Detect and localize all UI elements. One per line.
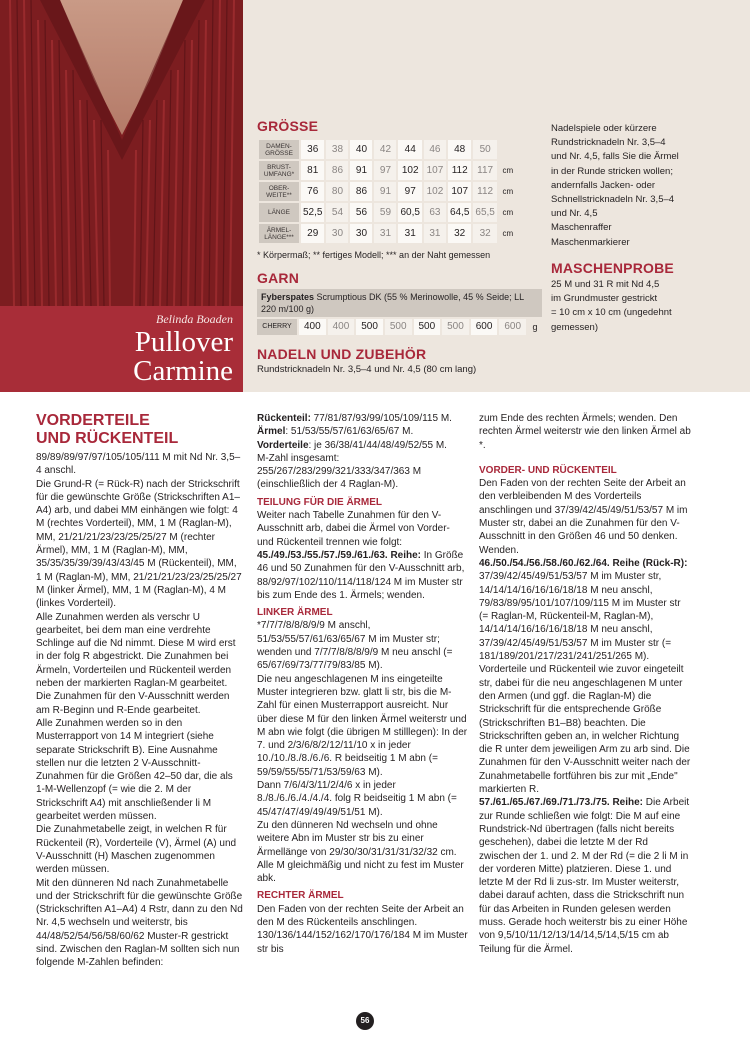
accessory-line: Nadelspiele oder kürzere: [551, 123, 657, 134]
paragraph: [257, 549, 469, 602]
size-cell: 112: [448, 161, 471, 180]
knit-texture-image: [0, 0, 243, 306]
size-cell: 30: [350, 224, 372, 243]
yarn-brand: Fyberspates: [261, 292, 315, 302]
size-cell: 29: [301, 224, 324, 243]
size-cell: 91: [374, 182, 396, 201]
size-cell: 40: [350, 140, 372, 159]
accessory-line: Schnellstricknadeln Nr. 3,5–4: [551, 194, 675, 206]
size-cell: 97: [398, 182, 421, 201]
accessory-line: und Nr. 4,5: [551, 208, 598, 220]
gauge-heading: MASCHENPROBE: [551, 260, 674, 276]
yarn-quantity-cell: 500: [442, 319, 469, 335]
yarn-quantity-row: [257, 319, 542, 335]
size-cell: 63: [424, 203, 446, 222]
designer-name: Belinda Boaden: [156, 312, 233, 326]
size-cell: 86: [350, 182, 372, 201]
size-cell: 54: [326, 203, 348, 222]
yarn-color-label: CHERRY: [257, 319, 297, 335]
size-unit: cm: [502, 229, 514, 238]
size-cell: 60,5: [398, 203, 421, 222]
yarn-quantity-cell: 500: [414, 319, 441, 335]
paragraph: Den Faden von der rechten Seite der Arbeit an den verbleibenden M des Vorderteils anschlingen und 37/39/42/45/49/51/53/57 M im Muster str, dabei an die Zunahmen für den V-Ausschnitt in den Größen 46 und 50 denken. Wenden.: [479, 478, 688, 556]
size-cell: 76: [301, 182, 324, 201]
paragraph: Vorderteile und Rückenteil wie zuvor eingeteilt str, dabei für die neu angeschlagenen M unter den Armen (und ggf. die Raglan-M) die Strickschrift für die entsprechende Größe (Strickschriften B1–B8) beachten. Die Strickschriften geben an, in welcher Richtung die R unter dem jeweiligen Arm zu arb sind. Die Zunahmen für den V-Ausschnitt weiter nach der Zunahmetabelle fortführen bis zur mit „Ende" markierten R.: [479, 664, 691, 796]
size-cell: 52,5: [301, 203, 324, 222]
size-cell: 30: [326, 224, 348, 243]
value: : 51/53/55/57/61/63/65/67 M.: [285, 426, 414, 438]
size-cell: 86: [326, 161, 348, 180]
pattern-title-line1: Pullover: [134, 326, 233, 358]
page-number: 56: [356, 1012, 374, 1030]
gauge-line: = 10 cm x 10 cm (ungedehnt: [551, 307, 672, 319]
size-cell: 50: [473, 140, 496, 159]
size-row: [259, 203, 517, 222]
subheading: LINKER ÄRMEL: [257, 607, 333, 619]
yarn-desc-text: Scrumptious DK (55 % Merinowolle, 45 % Seide; LL 220 m/100 g): [261, 292, 524, 314]
size-unit: cm: [502, 187, 514, 196]
accessory-line: Maschenmarkierer: [551, 236, 630, 248]
yarn-unit: g: [532, 322, 538, 332]
paragraph: Die Grund-R (= Rück-R) nach der Strickschrift für die gewünschte Größe (Strickschriften A1–A4) arb, und dabei MM einhängen wie folgt: 4 M (rechtes Vorderteil), MM, 1 M (Raglan-M), MM, 21/21/21/23/23/25/25/27 M (rechter Ärmel), MM, 1 M (Raglan-M), MM, 35/35/35/39/39/43/43/45 M (Rückenteil), MM, 1 M (Raglan-M), MM, 21/21/21/23/23/25/25/27 M (linker Ärmel), MM, 1 M (Raglan-M), 4 M (linkes Vorderteil).: [36, 478, 242, 610]
size-unit: cm: [502, 166, 514, 175]
stitch-count-sleeve: [257, 425, 469, 438]
subheading: VORDER- UND RÜCKENTEIL: [479, 464, 617, 476]
paragraph: Dann 7/6/4/3/11/2/4/6 x in jeder 8./8./6./6./4./4./4. folg R beidseitig 1 M abn (= 45/47/47/49/49/49/51/51 M).: [257, 780, 457, 818]
accessories-list: [551, 122, 741, 250]
paragraph: Die neu angeschlagenen M ins eingeteilte Muster integrieren bzw. glatt li str, bis die M-Zahl für einen Musterrapport ausreicht. Nur über diese M für den linken Ärmel weiterstr und M abn wie folgt (die übrigen M stilllegen): In der 7. und 2/3/6/8/2/12/11/10 x in jeder 10./10./8./8./6./6. R beidseitig 1 M abn (= 59/59/55/55/71/53/59/63 M).: [257, 673, 468, 778]
gauge-text: [551, 278, 741, 335]
size-cell: 31: [374, 224, 396, 243]
yarn-heading: GARN: [257, 270, 300, 286]
size-cell: 36: [301, 140, 324, 159]
paragraph: Alle Zunahmen werden als verschr U gearbeitet, bei dem man eine verdrehte Schlinge auf die Nd nimmt. Diese M wird erst in der folg R abgestrickt. Die Zunahmen bei Ärmeln, Vorderteilen und Rückenteil werden neben der markierten Raglan-M gearbeitet. Die Zunahmen für den V-Ausschnitt werden am R-Beginn und R-Ende gearbeitet.: [36, 611, 236, 716]
size-cell: 32: [448, 224, 471, 243]
size-cell: 102: [424, 182, 446, 201]
accessory-line: in der Runde stricken wollen;: [551, 165, 673, 177]
size-row: [259, 224, 517, 243]
section-heading-body: [36, 412, 244, 448]
yarn-quantity-cell: 400: [299, 319, 326, 335]
accessory-line: und Nr. 4,5, falls Sie die Ärmel: [551, 151, 679, 163]
yarn-quantity-cell: 600: [499, 319, 526, 335]
paragraph: Mit den dünneren Nd nach Zunahmetabelle und der Strickschrift für die gewünschte Größe (Strickschriften A1–A4) 4 Rstr, dann zu den Nd Nr. 4,5 wechseln und weiterstr, bis 44/48/52/54/56/58/60/62 Muster-R gestrickt sind. Zwischen den Raglan-M sollten sich nun folgende M-Zahlen befinden:: [36, 877, 243, 969]
size-cell: 64,5: [448, 203, 471, 222]
size-cell: 80: [326, 182, 348, 201]
size-cell: 56: [350, 203, 372, 222]
subheading: RECHTER ÄRMEL: [257, 890, 344, 902]
row-text: Die Arbeit zur Runde schließen wie folgt: Die M auf eine Rundstrick-Nd übertragen (falls nicht bereits geschehen), dabei die letzte M der Rd zwischen der 1. und 2. M der Rd (= die 2 li M in der vorderen Mitte) platzieren. Diese 1. und letzte M der Rd li zus-str. Im Muster weiterstr, dabei darauf achten, dass die Strickschrift nun für das Arbeiten in Runden gelesen werden muss. Gerade hoch weiterstr bis zu einer Höhe von 9,5/10/11/12/13/14/14,5/14,5/15 cm ab Teilung für die Ärmel.: [479, 797, 690, 955]
size-row-label: ÄRMEL-LÄNGE***: [259, 224, 299, 243]
accessory-line: andernfalls Jacken- oder: [551, 179, 656, 191]
paragraph: Zu den dünneren Nd wechseln und ohne weitere Abn im Muster str bis zu einer Ärmellänge von 29/30/30/31/31/31/32/32 cm.: [257, 819, 457, 858]
size-row-label: DAMEN-GRÖSSE: [259, 140, 299, 159]
size-unit: cm: [502, 208, 514, 217]
size-row-label: BRUST-UMFANG*: [259, 161, 299, 180]
accessory-line: Rundstricknadeln Nr. 3,5–4: [551, 137, 666, 149]
title-box: [0, 306, 243, 392]
size-cell: 48: [448, 140, 471, 159]
paragraph: Alle Zunahmen werden so in den Musterrapport von 14 M integriert (siehe separate Strickschrift B). Eine Ausnahme stellen nur die letzten 2 V-Ausschnitt-Zunahmen für die Größen 42–50 dar, die als 1-M-Wellenzopf (= wie die 2. M der Strickschrift A4) mit anschließender li M gearbeitet werden müssen.: [36, 717, 233, 823]
size-cell: 46: [424, 140, 446, 159]
stitch-count-fronts: [257, 439, 469, 452]
paragraph: 89/89/89/97/97/105/105/111 M mit Nd Nr. 3,5–4 anschl.: [36, 452, 241, 477]
size-cell: 112: [473, 182, 496, 201]
column-3: [479, 412, 691, 956]
size-cell: 97: [374, 161, 396, 180]
yarn-table: [257, 289, 542, 335]
subheading: TEILUNG FÜR DIE ÄRMEL: [257, 496, 382, 508]
paragraph: [479, 796, 691, 956]
size-row-label: OBER-WEITE**: [259, 182, 299, 201]
row-label: 46./50./54./56./58./60./62./64. Reihe (Rück-R):: [479, 557, 688, 569]
label-bold: Rückenteil:: [257, 413, 311, 424]
size-cell: 65,5: [473, 203, 496, 222]
value: 77/81/87/93/99/105/109/115 M.: [310, 413, 452, 424]
column-2: [257, 412, 469, 956]
yarn-quantity-cell: 400: [328, 319, 355, 335]
size-cell: 91: [350, 161, 372, 180]
size-cell: 102: [398, 161, 421, 180]
heading-line2: UND RÜCKENTEIL: [36, 430, 179, 447]
size-unit: [499, 140, 517, 159]
size-row-label: LÄNGE: [259, 203, 299, 222]
size-cell: 107: [448, 182, 471, 201]
row-label: 45./49./53./55./57./59./61./63. Reihe:: [257, 549, 421, 561]
size-cell: 44: [398, 140, 421, 159]
paragraph: [479, 557, 691, 663]
needles-heading: NADELN UND ZUBEHÖR: [257, 346, 427, 362]
yarn-quantity-cell: 500: [385, 319, 412, 335]
paragraph: Den Faden von der rechten Seite der Arbeit an den M des Rückenteils anschlingen. 130/136/144/152/162/170/176/184 M im Muster str bis: [257, 903, 468, 955]
size-row: [259, 140, 517, 159]
size-cell: 38: [326, 140, 348, 159]
size-cell: 59: [374, 203, 396, 222]
size-footnote: * Körpermaß; ** fertiges Modell; *** an der Naht gemessen: [257, 250, 491, 260]
stitch-count-back: [257, 412, 469, 425]
paragraph: Die Zunahmetabelle zeigt, in welchen R für Rückenteil (R), Vorderteile (V), Ärmel (A) und V-Ausschnitt (H) Maschen zugenommen werden müssen.: [36, 824, 237, 876]
needles-text: Rundstricknadeln Nr. 3,5–4 und Nr. 4,5 (80 cm lang): [257, 364, 477, 375]
size-cell: 117: [473, 161, 496, 180]
column-1: [36, 412, 244, 970]
size-cell: 42: [374, 140, 396, 159]
pattern-title-line2: Carmine: [133, 355, 233, 387]
gauge-line: im Grundmuster gestrickt: [551, 293, 658, 305]
sweater-photo: [0, 0, 243, 392]
row-text: In Größe 46 und 50 Zunahmen für den V-Ausschnitt arb, 88/92/97/102/110/114/118/124 M im Muster str bis zum Ende des 1. Ärmels; wenden.: [257, 549, 465, 601]
heading-line1: VORDERTEILE: [36, 412, 150, 429]
size-cell: 31: [424, 224, 446, 243]
size-table: [257, 138, 519, 245]
paragraph: Alle M gleichmäßig und nicht zu fest im Muster abk.: [257, 859, 464, 885]
size-cell: 81: [301, 161, 324, 180]
yarn-quantity-cell: 600: [471, 319, 498, 335]
size-heading: GRÖSSE: [257, 118, 319, 134]
yarn-quantity-cell: 500: [356, 319, 383, 335]
accessory-line: Maschenraffer: [551, 222, 612, 234]
size-row: [259, 161, 517, 180]
paragraph: *7/7/7/8/8/8/9/9 M anschl, 51/53/55/57/61/63/65/67 M im Muster str; wenden und 7/7/7/8/8/8/9/9 M neu anschl (= 65/67/69/73/77/79/83/85 M).: [257, 620, 453, 672]
value: : je 36/38/41/44/48/49/52/55 M.: [308, 439, 447, 451]
yarn-description: [257, 289, 542, 317]
gauge-line: gemessen): [551, 321, 598, 333]
row-label: 57./61./65./67./69./71./73./75. Reihe:: [479, 797, 643, 809]
gauge-line: 25 M und 31 R mit Nd 4,5: [551, 279, 660, 290]
paragraph: zum Ende des rechten Ärmels; wenden. Den rechten Ärmel weiterstr wie den linken Ärmel ab *.: [479, 413, 691, 451]
row-text: 37/39/42/45/49/51/53/57 M im Muster str, 14/14/14/16/16/16/18/18 M neu anschl, 79/83/89/95/101/107/109/115 M im Muster str (= Raglan-M, Rückenteil-M, Raglan-M), 14/14/14/16/16/16/18/18 M neu anschl, 37/39/42/45/49/51/53/57 M im Muster str (= 181/189/201/217/231/241/251/265 M).: [479, 571, 681, 663]
size-cell: 31: [398, 224, 421, 243]
paragraph: Weiter nach Tabelle Zunahmen für den V-Ausschnitt arb, dabei die Ärmel von Vorder- und Rückenteil trennen wie folgt:: [257, 510, 450, 548]
size-cell: 107: [424, 161, 446, 180]
paragraph: M-Zahl insgesamt: 255/267/283/299/321/333/347/363 M (einschließlich der 4 Raglan-M).: [257, 452, 422, 491]
label-bold: Vorderteile: [257, 439, 309, 451]
size-row: [259, 182, 517, 201]
label-bold: Ärmel: [257, 426, 286, 438]
size-cell: 32: [473, 224, 496, 243]
